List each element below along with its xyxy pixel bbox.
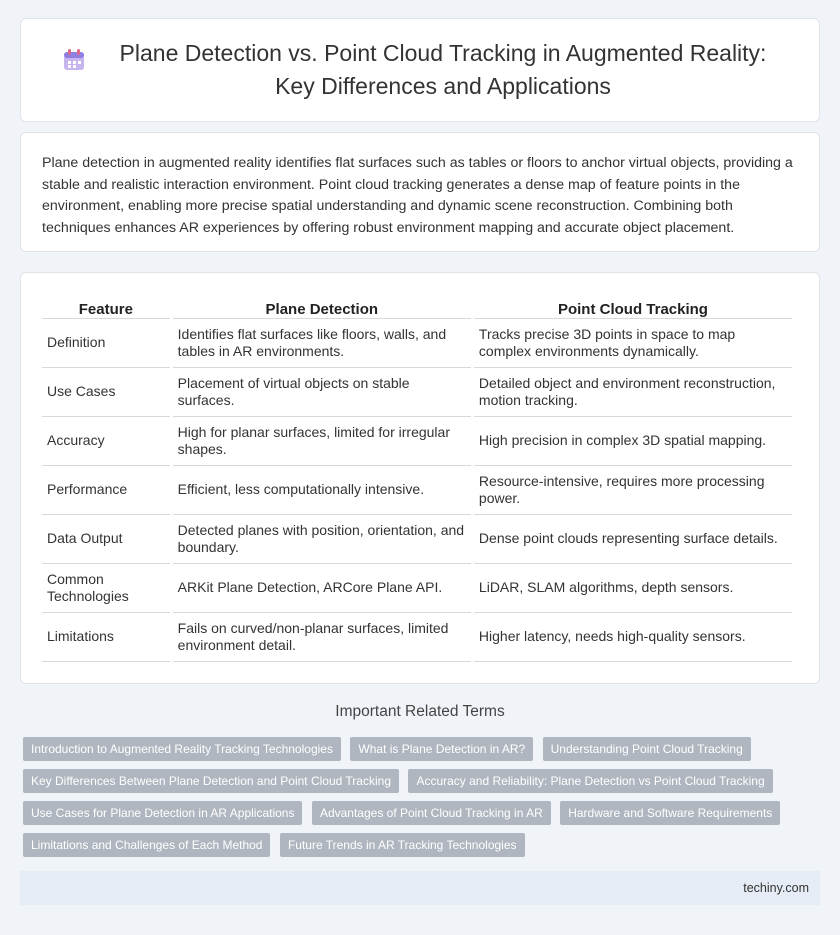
table-row (42, 417, 792, 466)
footer (20, 871, 820, 905)
related-tag[interactable]: Understanding Point Cloud Tracking (543, 737, 751, 761)
table-header-row (42, 295, 792, 319)
related-terms-tags (23, 737, 813, 865)
related-tag[interactable]: Hardware and Software Requirements (560, 801, 780, 825)
calendar-icon (61, 47, 87, 73)
table-row (42, 368, 792, 417)
point-cloud-cell: LiDAR, SLAM algorithms, depth sensors. (474, 564, 792, 613)
related-tag[interactable]: What is Plane Detection in AR? (350, 737, 533, 761)
related-tag[interactable]: Future Trends in AR Tracking Technologies (280, 833, 525, 857)
point-cloud-cell: Detailed object and environment reconstruction, motion tracking. (474, 368, 792, 417)
header-point-cloud-tracking: Point Cloud Tracking (474, 295, 792, 319)
plane-cell: Efficient, less computationally intensive. (173, 466, 471, 515)
page-title: Plane Detection vs. Point Cloud Tracking in Augmented Reality: Key Differences and Applications (119, 40, 767, 99)
plane-cell: High for planar surfaces, limited for irregular shapes. (173, 417, 471, 466)
point-cloud-cell: Dense point clouds representing surface details. (474, 515, 792, 564)
point-cloud-cell: High precision in complex 3D spatial mapping. (474, 417, 792, 466)
feature-cell: Performance (42, 466, 170, 515)
related-tag[interactable]: Accuracy and Reliability: Plane Detection vs Point Cloud Tracking (408, 769, 772, 793)
comparison-table (39, 295, 795, 662)
title-wrap (61, 37, 779, 103)
table-row (42, 613, 792, 662)
related-terms-title: Important Related Terms (335, 703, 505, 720)
feature-cell: Common Technologies (42, 564, 170, 613)
plane-cell: Placement of virtual objects on stable surfaces. (173, 368, 471, 417)
related-tag[interactable]: Advantages of Point Cloud Tracking in AR (312, 801, 551, 825)
table-row (42, 515, 792, 564)
feature-cell: Limitations (42, 613, 170, 662)
plane-cell: Detected planes with position, orientation, and boundary. (173, 515, 471, 564)
feature-cell: Definition (42, 319, 170, 368)
title-card (20, 18, 820, 122)
plane-cell: Identifies flat surfaces like floors, walls, and tables in AR environments. (173, 319, 471, 368)
feature-cell: Accuracy (42, 417, 170, 466)
comparison-table-card (20, 272, 820, 684)
related-tag[interactable]: Introduction to Augmented Reality Tracking Technologies (23, 737, 341, 761)
related-tag[interactable]: Key Differences Between Plane Detection and Point Cloud Tracking (23, 769, 399, 793)
header-feature: Feature (42, 295, 170, 319)
plane-cell: Fails on curved/non-planar surfaces, limited environment detail. (173, 613, 471, 662)
point-cloud-cell: Resource-intensive, requires more processing power. (474, 466, 792, 515)
point-cloud-cell: Higher latency, needs high-quality sensors. (474, 613, 792, 662)
header-plane-detection: Plane Detection (173, 295, 471, 319)
plane-cell: ARKit Plane Detection, ARCore Plane API. (173, 564, 471, 613)
related-tag[interactable]: Limitations and Challenges of Each Method (23, 833, 270, 857)
point-cloud-cell: Tracks precise 3D points in space to map complex environments dynamically. (474, 319, 792, 368)
table-row (42, 466, 792, 515)
intro-card (20, 132, 820, 252)
table-row (42, 564, 792, 613)
feature-cell: Data Output (42, 515, 170, 564)
intro-text: Plane detection in augmented reality identifies flat surfaces such as tables or floors to anchor virtual objects, providing a stable and realistic interaction environment. Point cloud tracking generates a dense map of feature points in the environment, enabling more precise spatial understanding and dynamic scene reconstruction. Combining both techniques enhances AR experiences by offering robust environment mapping and accurate object placement. (42, 155, 793, 236)
footer-site-link[interactable]: techiny.com (743, 881, 809, 895)
feature-cell: Use Cases (42, 368, 170, 417)
table-row (42, 319, 792, 368)
related-tag[interactable]: Use Cases for Plane Detection in AR Applications (23, 801, 302, 825)
